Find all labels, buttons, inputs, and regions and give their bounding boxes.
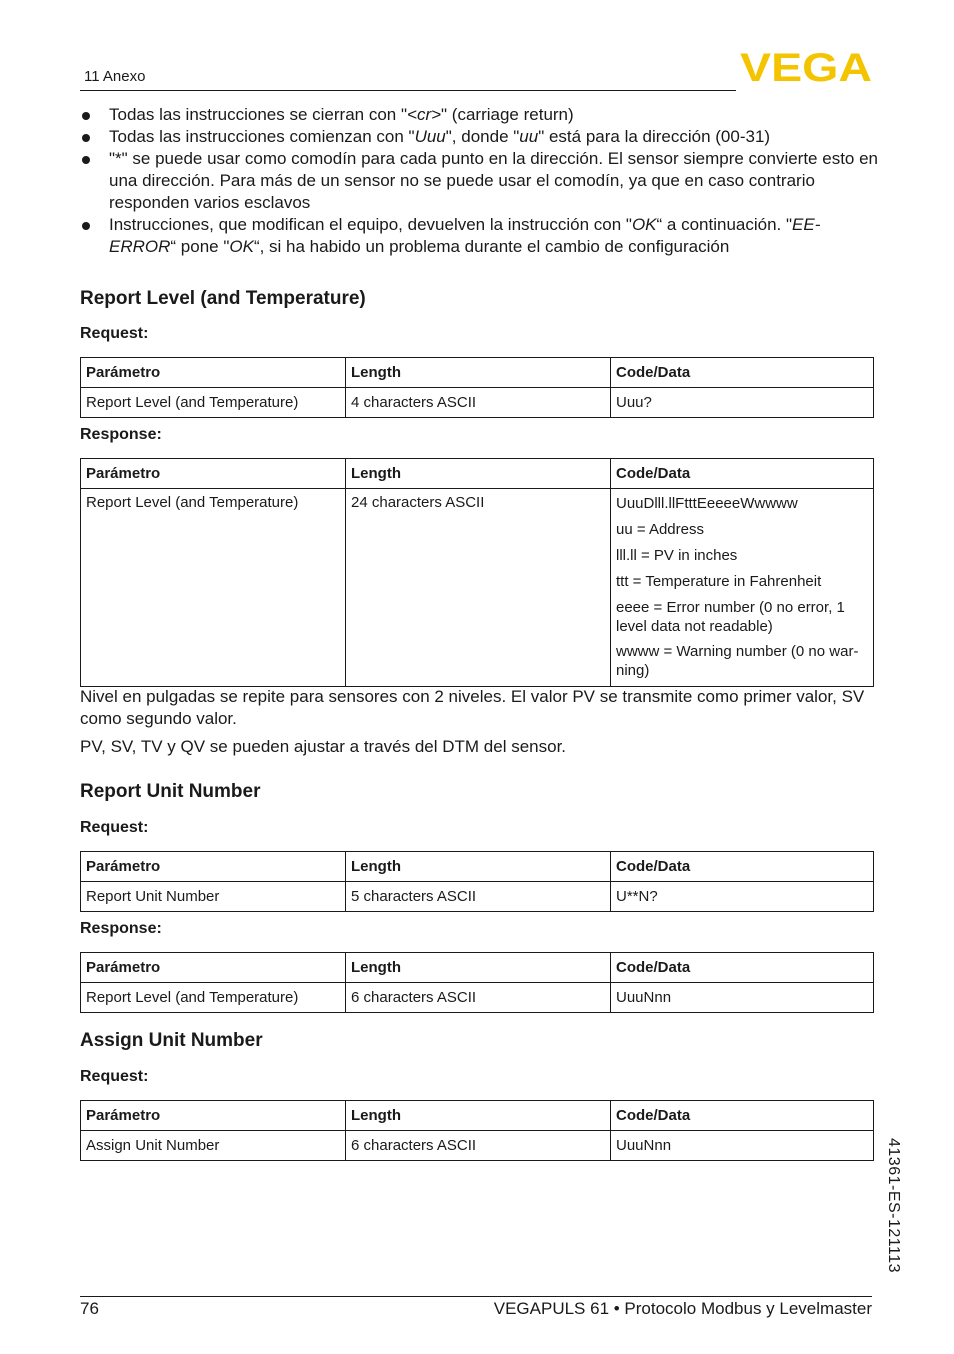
- code-line: uu = Address: [616, 521, 704, 538]
- footer-divider: [80, 1296, 872, 1297]
- report-level-response-table: [80, 458, 874, 687]
- header-cell: Code/Data: [611, 953, 874, 983]
- table-cell: Report Unit Number: [81, 882, 346, 912]
- table-cell: UuuNnn: [611, 1131, 874, 1161]
- table-row: [81, 388, 874, 418]
- table-header-row: [81, 358, 874, 388]
- table-row: [81, 882, 874, 912]
- header-cell: Length: [346, 358, 611, 388]
- note-dtm: PV, SV, TV y QV se pueden ajustar a través del DTM del sensor.: [80, 737, 567, 756]
- table-row: [81, 1131, 874, 1161]
- report-unit-response-table: [80, 952, 874, 1013]
- table-header-row: [81, 852, 874, 882]
- table-row: [81, 489, 874, 687]
- assign-unit-request-table: [80, 1100, 874, 1161]
- table-cell: 5 characters ASCII: [346, 882, 611, 912]
- bullet-icon: [82, 156, 90, 164]
- header-cell: Parámetro: [81, 953, 346, 983]
- table-header-row: [81, 459, 874, 489]
- list-item: Todas las instrucciones comienzan con "Uuu", donde "uu" está para la dirección (00-31): [80, 126, 880, 148]
- section-title-report-unit: Report Unit Number: [80, 781, 261, 802]
- request-label: Request:: [80, 819, 149, 836]
- table-cell: Report Level (and Temperature): [81, 489, 346, 687]
- table-cell: 24 characters ASCII: [346, 489, 611, 687]
- header-cell: Code/Data: [611, 1101, 874, 1131]
- section-title-assign-unit: Assign Unit Number: [80, 1030, 263, 1051]
- header-cell: Length: [346, 953, 611, 983]
- header-cell: Parámetro: [81, 358, 346, 388]
- response-label: Response:: [80, 920, 162, 937]
- code-line: wwww = Warning number (0 no war-ning): [616, 643, 859, 679]
- header-cell: Parámetro: [81, 1101, 346, 1131]
- header-cell: Code/Data: [611, 358, 874, 388]
- logo-text: VEGA: [740, 50, 872, 84]
- table-cell: 6 characters ASCII: [346, 1131, 611, 1161]
- instruction-bullets: [80, 104, 880, 258]
- report-level-request-table: [80, 357, 874, 418]
- document-code: 41361-ES-121113: [885, 1138, 902, 1274]
- table-header-row: [81, 953, 874, 983]
- table-cell: UuuNnn: [611, 983, 874, 1013]
- header-cell: Code/Data: [611, 852, 874, 882]
- code-line: ttt = Temperature in Fahrenheit: [616, 573, 822, 590]
- header-cell: Code/Data: [611, 459, 874, 489]
- table-cell: Assign Unit Number: [81, 1131, 346, 1161]
- header-cell: Length: [346, 1101, 611, 1131]
- list-item: Instrucciones, que modifican el equipo, devuelven la instrucción con "OK“ a continuación. "EE-ERROR“ pone "OK“, si ha habido un problema durante el cambio de configuración: [80, 214, 880, 258]
- header-cell: Parámetro: [81, 852, 346, 882]
- section-title-report-level: Report Level (and Temperature): [80, 288, 366, 309]
- table-cell: Report Level (and Temperature): [81, 388, 346, 418]
- request-label: Request:: [80, 325, 149, 342]
- bullet-icon: [82, 112, 90, 120]
- table-row: [81, 983, 874, 1013]
- header-cell: Length: [346, 459, 611, 489]
- report-unit-request-table: [80, 851, 874, 912]
- response-label: Response:: [80, 426, 162, 443]
- code-line: lll.ll = PV in inches: [616, 547, 738, 564]
- footer-title: VEGAPULS 61 • Protocolo Modbus y Levelmaster: [493, 1299, 872, 1318]
- header-cell: Length: [346, 852, 611, 882]
- table-cell: 4 characters ASCII: [346, 388, 611, 418]
- note-levels: Nivel en pulgadas se repite para sensores con 2 niveles. El valor PV se transmite como primer valor, SV como segundo valor.: [80, 687, 865, 728]
- table-header-row: [81, 1101, 874, 1131]
- code-line: UuuDlll.llFtttEeeeeWwwww: [616, 495, 798, 512]
- header-cell: Parámetro: [81, 459, 346, 489]
- table-cell: Uuu?: [611, 388, 874, 418]
- code-data-cell: [611, 489, 874, 687]
- list-item: "*" se puede usar como comodín para cada punto en la dirección. El sensor siempre convierte esto en una dirección. Para más de un sensor no se puede usar el comodín, ya que en caso contrario responden varios esclavos: [80, 148, 880, 214]
- code-line: eeee = Error number (0 no error, 1 level data not readable): [616, 599, 845, 635]
- header-divider: [80, 90, 736, 91]
- table-cell: Report Level (and Temperature): [81, 983, 346, 1013]
- bullet-icon: [82, 134, 90, 142]
- bullet-icon: [82, 222, 90, 230]
- vega-logo: [740, 50, 874, 84]
- header-section: 11 Anexo: [84, 68, 146, 85]
- table-cell: 6 characters ASCII: [346, 983, 611, 1013]
- request-label: Request:: [80, 1068, 149, 1085]
- list-item: Todas las instrucciones se cierran con "<cr>" (carriage return): [80, 104, 880, 126]
- page-number: 76: [80, 1299, 99, 1318]
- table-cell: U**N?: [611, 882, 874, 912]
